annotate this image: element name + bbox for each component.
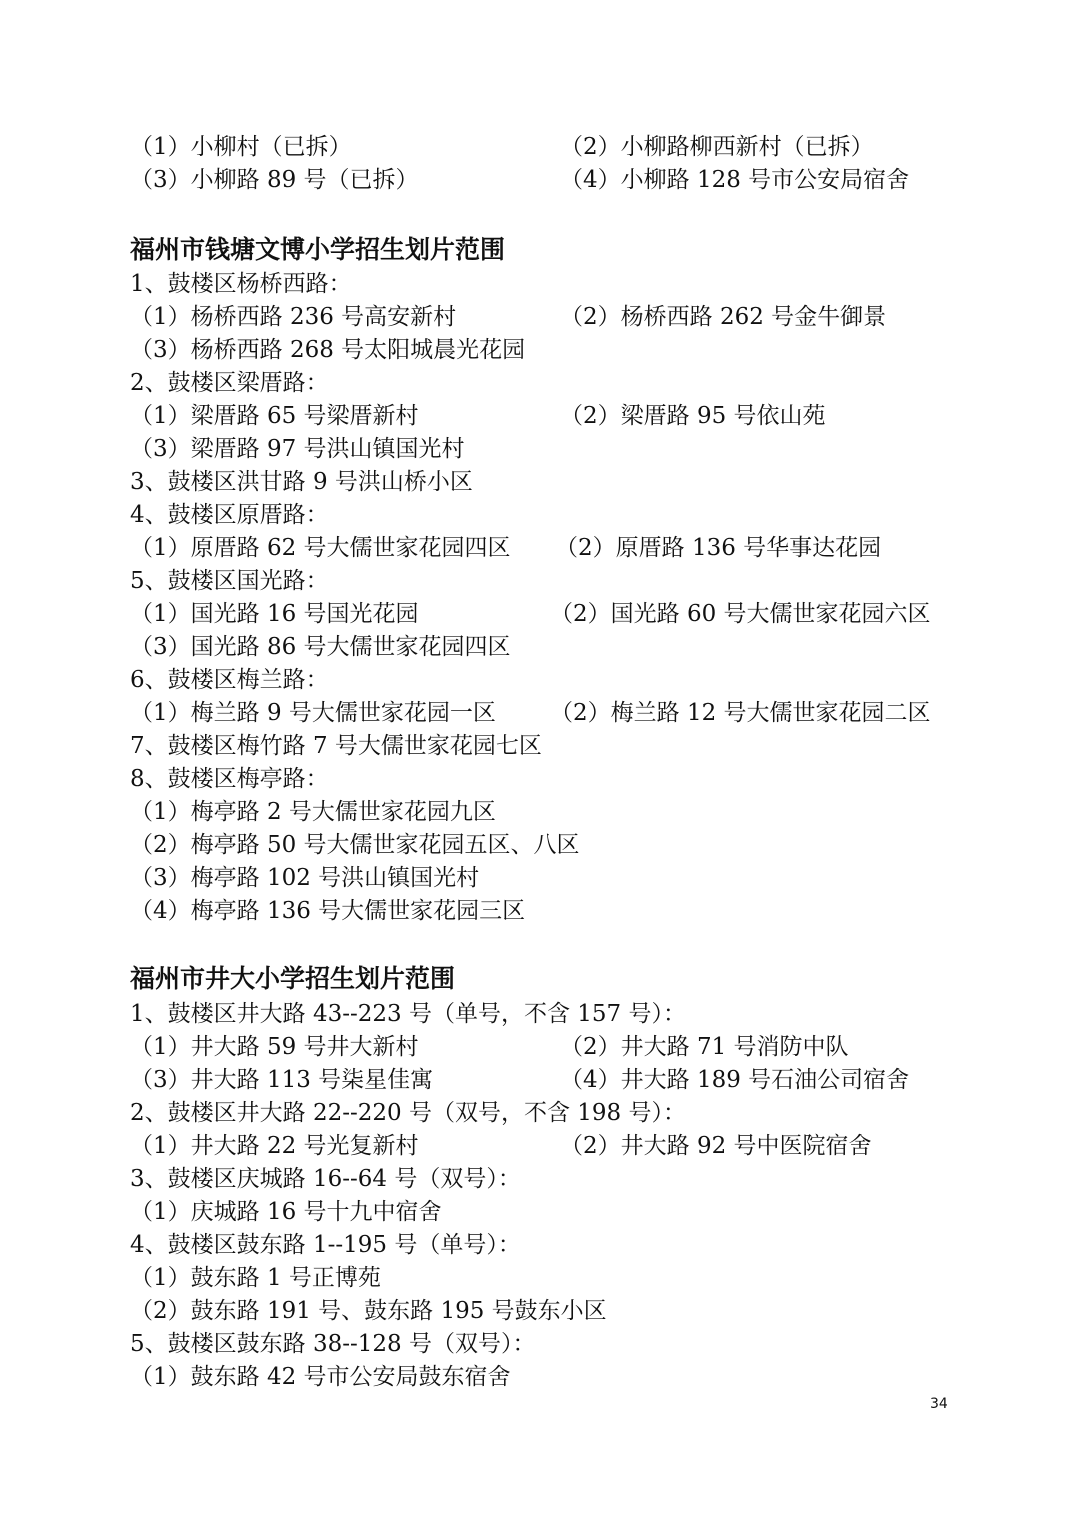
list-item: （3）国光路 86 号大儒世家花园四区 [130, 634, 511, 660]
page-number: 34 [930, 1396, 948, 1412]
section-heading-wenbo: 福州市钱塘文博小学招生划片范围 [130, 235, 506, 264]
district-line: 1、鼓楼区杨桥西路： [130, 271, 352, 297]
district-line: 3、鼓楼区洪甘路 9 号洪山桥小区 [130, 469, 473, 495]
district-line: 2、鼓楼区梁厝路： [130, 370, 329, 396]
district-line: 1、鼓楼区井大路 43--223 号（单号，不含 157 号）： [130, 1001, 686, 1027]
list-item: （3）小柳路 89 号（已拆） [130, 167, 419, 193]
list-item: （1）鼓东路 1 号正博苑 [130, 1265, 381, 1291]
list-item: （2）梁厝路 95 号依山苑 [560, 403, 826, 429]
district-line: 6、鼓楼区梅兰路： [130, 667, 329, 693]
list-item: （1）国光路 16 号国光花园 [130, 601, 419, 627]
list-item: （4）梅亭路 136 号大儒世家花园三区 [130, 898, 526, 924]
district-line: 4、鼓楼区鼓东路 1--195 号（单号）： [130, 1232, 521, 1258]
district-line: 5、鼓楼区鼓东路 38--128 号（双号）： [130, 1331, 536, 1357]
list-item: （1）庆城路 16 号十九中宿舍 [130, 1199, 442, 1225]
list-item: （1）井大路 22 号光复新村 [130, 1133, 419, 1159]
district-line: 8、鼓楼区梅亭路： [130, 766, 329, 792]
list-item: （1）井大路 59 号井大新村 [130, 1034, 419, 1060]
list-item: （4）井大路 189 号石油公司宿舍 [560, 1067, 910, 1093]
list-item: （2）井大路 71 号消防中队 [560, 1034, 849, 1060]
list-item: （2）鼓东路 191 号、鼓东路 195 号鼓东小区 [130, 1298, 607, 1324]
list-item: （4）小柳路 128 号市公安局宿舍 [560, 167, 910, 193]
list-item: （2）梅亭路 50 号大儒世家花园五区、八区 [130, 832, 580, 858]
list-item: （2）国光路 60 号大儒世家花园六区 [550, 601, 931, 627]
list-item: （1）小柳村（已拆） [130, 134, 352, 160]
list-item: （1）杨桥西路 236 号高安新村 [130, 304, 457, 330]
list-item: （3）梅亭路 102 号洪山镇国光村 [130, 865, 480, 891]
district-line: 5、鼓楼区国光路： [130, 568, 329, 594]
list-item: （1）梁厝路 65 号梁厝新村 [130, 403, 419, 429]
district-line: 7、鼓楼区梅竹路 7 号大儒世家花园七区 [130, 733, 542, 759]
list-item: （1）梅亭路 2 号大儒世家花园九区 [130, 799, 496, 825]
list-item: （2）井大路 92 号中医院宿舍 [560, 1133, 872, 1159]
list-item: （2）小柳路柳西新村（已拆） [560, 134, 874, 160]
list-item: （3）井大路 113 号柒星佳寓 [130, 1067, 434, 1093]
list-item: （2）杨桥西路 262 号金牛御景 [560, 304, 887, 330]
list-item: （3）杨桥西路 268 号太阳城晨光花园 [130, 337, 526, 363]
list-item: （2）原厝路 136 号华事达花园 [555, 535, 882, 561]
district-line: 3、鼓楼区庆城路 16--64 号（双号）： [130, 1166, 521, 1192]
list-item: （2）梅兰路 12 号大儒世家花园二区 [550, 700, 931, 726]
list-item: （1）鼓东路 42 号市公安局鼓东宿舍 [130, 1364, 511, 1390]
list-item: （1）原厝路 62 号大儒世家花园四区 [130, 535, 511, 561]
district-line: 4、鼓楼区原厝路： [130, 502, 329, 528]
list-item: （3）梁厝路 97 号洪山镇国光村 [130, 436, 465, 462]
district-line: 2、鼓楼区井大路 22--220 号（双号，不含 198 号）： [130, 1100, 686, 1126]
list-item: （1）梅兰路 9 号大儒世家花园一区 [130, 700, 496, 726]
section-heading-jingda: 福州市井大小学招生划片范围 [130, 964, 456, 993]
